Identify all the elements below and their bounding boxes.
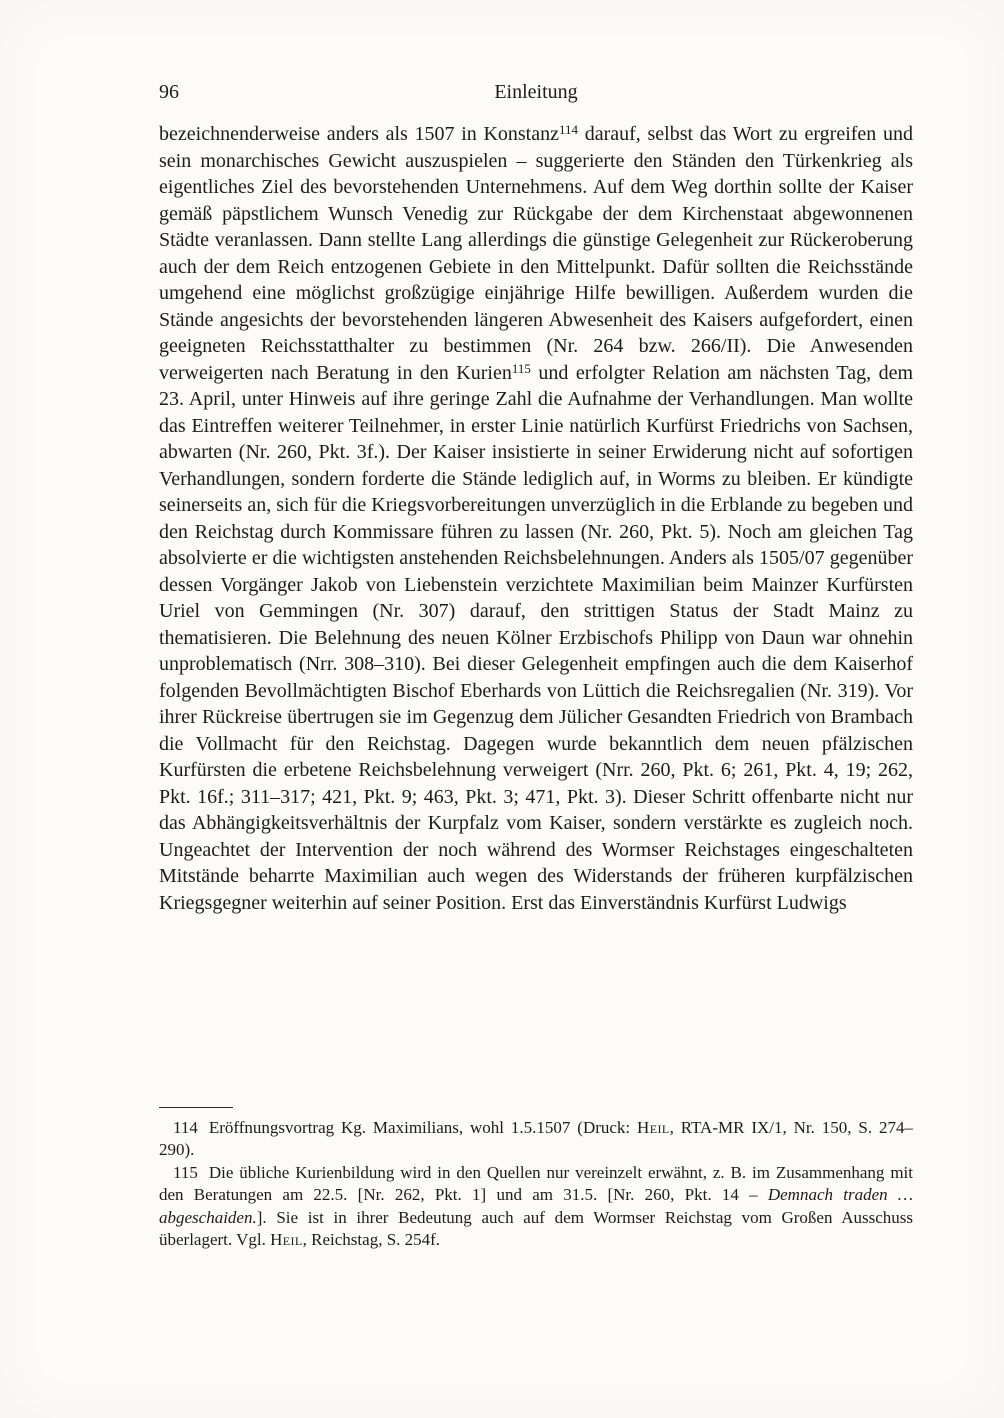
body-text-segment: bezeichnenderweise anders als 1507 in Konstanz [159, 123, 559, 145]
page-number: 96 [159, 81, 179, 103]
running-head-title: Einleitung [494, 81, 578, 103]
footnotes-section [159, 1107, 913, 1251]
body-text-segment: darauf, selbst das Wort zu ergreifen und sein monarchisches Gewicht auszuspielen – suggerierte den Ständen den Türkenkrieg als eigentliches Ziel des bevorstehenden Unternehmens. Auf dem Weg dorthin sollte der Kaiser gemäß päpstlichem Wunsch Venedig zur Rückgabe der dem Kirchenstaat abgewonnenen Städte veranlassen. Dann stellte Lang allerdings die günstige Gelegenheit zur Rückeroberung auch der dem Reich entzogenen Gebiete in den Mittelpunkt. Dafür sollten die Reichsstände umgehend eine möglichst großzügige einjährige Hilfe bewilligen. Außerdem wurden die Stände angesichts der bevorstehenden längeren Abwesenheit des Kaisers aufgefordert, einen geeigneten Reichsstatthalter zu bestimmen (Nr. 264 bzw. 266/II). Die Anwesenden verweigerten nach Beratung in den Kurien [159, 123, 913, 384]
running-head [159, 80, 913, 104]
body-paragraph [159, 121, 913, 916]
author-name-smallcaps: Heil [637, 1118, 670, 1137]
footnote-reference-114: 114 [559, 122, 579, 137]
body-text-segment: und erfolgter Relation am nächsten Tag, dem 23. April, unter Hinweis auf ihre geringe Zahl die Aufnahme der Verhandlungen. Man wollte das Eintreffen weiterer Teilnehmer, in erster Linie natürlich Kurfürst Friedrichs von Sachsen, abwarten (Nr. 260, Pkt. 3f.). Der Kaiser insistierte in seiner Erwiderung nicht auf sofortigen Verhandlungen, sondern forderte die Stände lediglich auf, in Worms zu bleiben. Er kündigte seinerseits an, sich für die Kriegsvorbereitungen unverzüglich in die Erblande zu begeben und den Reichstag durch Kommissare führen zu lassen (Nr. 260, Pkt. 5). Noch am gleichen Tag absolvierte er die wichtigsten anstehenden Reichsbelehnungen. Anders als 1505/07 gegenüber dessen Vorgänger Jakob von Liebenstein verzichtete Maximilian beim Mainzer Kurfürsten Uriel von Gemmingen (Nr. 307) darauf, den strittigen Status der Stadt Mainz zu thematisieren. Die Belehnung des neuen Kölner Erzbischofs Philipp von Daun war ohnehin unproblematisch (Nrr. 308–310). Bei dieser Gelegenheit empfingen auch die dem Kaiserhof folgenden Bevollmächtigten Bischof Eberhards von Lüttich die Reichsregalien (Nr. 319). Vor ihrer Rückreise übertrugen sie im Gegenzug dem Jülicher Gesandten Friedrich von Brambach die Vollmacht für den Reichstag. Dagegen wurde bekanntlich dem neuen pfälzischen Kurfürsten die erbetene Reichsbelehnung verweigert (Nrr. 260, Pkt. 6; 261, Pkt. 4, 19; 262, Pkt. 16f.; 311–317; 421, Pkt. 9; 463, Pkt. 3; 471, Pkt. 3). Dieser Schritt offenbarte nicht nur das Abhängigkeitsverhältnis der Kurpfalz vom Kaiser, sondern verstärkte es zugleich noch. Ungeachtet der Intervention der noch während des Wormser Reichstages eingeschalteten Mitstände beharrte Maximilian auch wegen des Widerstands der früheren kurpfälzischen Kriegsgegner weiterhin auf seiner Position. Erst das Einverständnis Kurfürst Ludwigs [159, 361, 913, 914]
footnote-114 [159, 1117, 913, 1162]
footnote-separator-rule [159, 1107, 233, 1108]
quoted-source-italic: Demnach traden … abgeschaiden. [159, 1185, 913, 1227]
main-text-block [159, 121, 913, 916]
footnote-number: 114 [173, 1118, 198, 1137]
footnote-number: 115 [173, 1162, 198, 1182]
footnote-text-segment: Die übliche Kurienbildung wird in den Quellen nur vereinzelt erwähnt, z. B. im Zusammenhang mit den Beratungen am 22.5. [Nr. 262, Pkt. 1] und am 31.5. [Nr. 260, Pkt. 14 – [159, 1162, 913, 1205]
footnote-reference-115: 115 [511, 360, 531, 376]
footnote-text-segment: ]. Sie ist in ihrer Bedeutung auch auf dem Wormser Reichstag vom Großen Ausschuss überlagert. Vgl. [159, 1207, 913, 1250]
footnote-text-segment: , RTA-MR IX/1, Nr. 150, S. 274–290). [159, 1118, 913, 1160]
footnote-115 [159, 1162, 913, 1252]
footnote-text-segment: , Reichstag, S. 254f. [302, 1230, 441, 1250]
footnote-text-segment: Eröffnungsvortrag Kg. Maximilians, wohl 1.5.1507 (Druck: [208, 1118, 638, 1137]
author-name-smallcaps: Heil [270, 1230, 303, 1250]
